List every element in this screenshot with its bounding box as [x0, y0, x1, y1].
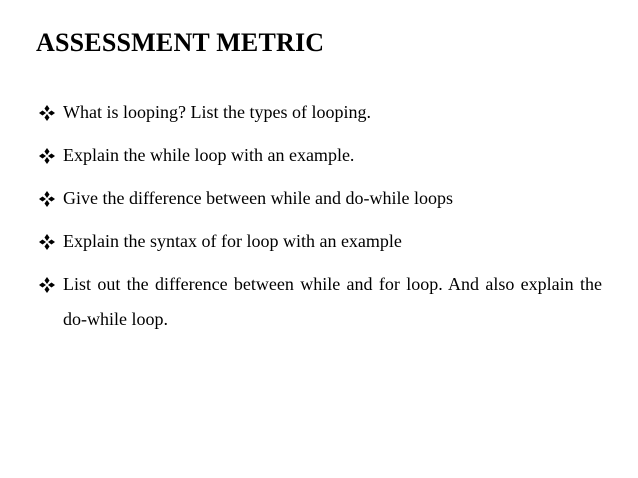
bullet-item [38, 224, 602, 259]
four-diamond-bullet-icon [38, 104, 56, 122]
bullet-list [38, 95, 602, 345]
slide-title: ASSESSMENT METRIC [36, 28, 325, 57]
four-diamond-bullet-icon [38, 233, 56, 251]
bullet-text: List out the difference between while and for loop. And also explain the do-while loop. [63, 274, 602, 329]
bullet-text: Explain the while loop with an example. [63, 145, 355, 165]
bullet-item [38, 181, 602, 216]
bullet-item [38, 138, 602, 173]
bullet-item [38, 95, 602, 130]
bullet-text: Explain the syntax of for loop with an example [63, 231, 402, 251]
four-diamond-bullet-icon [38, 190, 56, 208]
bullet-text: Give the difference between while and do-while loops [63, 188, 454, 208]
four-diamond-bullet-icon [38, 147, 56, 165]
bullet-text: What is looping? List the types of looping. [63, 102, 371, 122]
four-diamond-bullet-icon [38, 276, 56, 294]
bullet-item [38, 267, 602, 337]
